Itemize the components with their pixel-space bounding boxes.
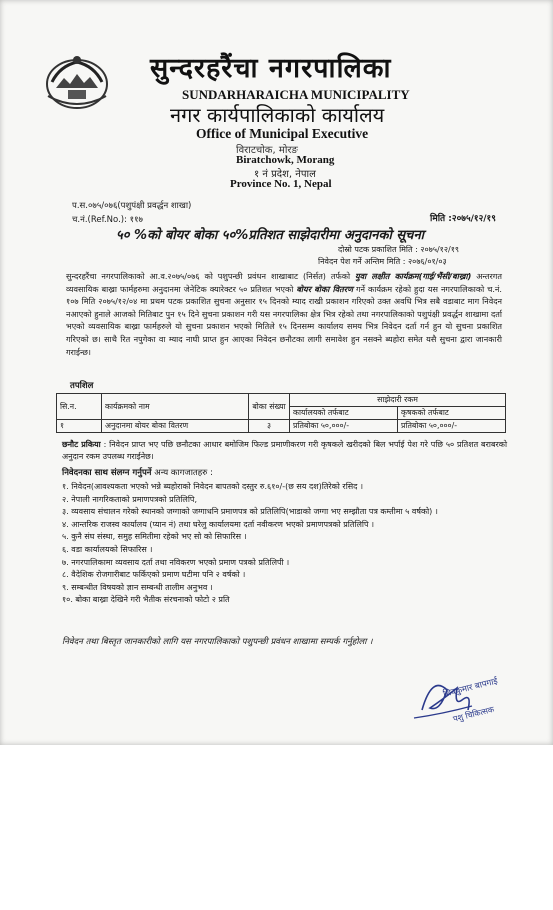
list-item: ६. वडा कार्यालयको सिफारिस ।: [62, 544, 153, 554]
address-english: Biratchowk, Morang: [236, 154, 335, 166]
table-heading: तपशिल: [70, 381, 94, 391]
documents-heading-rest: अन्य कागजातहरु :: [151, 468, 213, 478]
list-item: ३. व्यवसाय संचालन गरेको स्थानको जग्गाको जग्गाधनि प्रमाणपत्र को प्रतिलिपि(भाडाको जग्गा भए सम्झौता पत्र कम्तीमा ५ वर्षको) ।: [62, 507, 438, 517]
published-date: दोस्रो पटक प्रकाशित मिति : २०७५/१२/१९: [338, 245, 460, 254]
header-sn: सि.न.: [57, 394, 102, 420]
body-highlight-distribution: बोयर बोका वितरण: [296, 283, 353, 294]
office-name-english: Office of Municipal Executive: [196, 126, 369, 141]
documents-list: [62, 481, 510, 607]
municipality-name-english: SUNDARHARAICHA MUNICIPALITY: [182, 87, 410, 102]
blank-area: [0, 745, 553, 910]
cell-office-share: प्रतिबोका ५०,०००/-: [290, 420, 398, 433]
body-highlight-program: युवा लक्षीत कार्यक्रम(गाई/भैंसी/बाख्रा): [354, 271, 472, 281]
letter-number: प.स.०७५/०७६(पशुपंक्षी प्रवर्द्धन शाखा): [72, 201, 192, 211]
header-partnership: साझेदारी रकम: [290, 394, 506, 407]
list-item: ८. वैदेशिक रोजगारीबाट फर्किएको प्रमाण घटीमा पनि २ वर्षको ।: [62, 570, 246, 580]
list-item: ५. कुनै संघ संस्था, समुह समितीमा रहेको भए सो को सिफारिस ।: [62, 532, 247, 542]
documents-heading-main: निवेदनका साथ संलग्न गर्नुपर्ने: [62, 468, 152, 478]
cell-farmer-share: प्रतिबोका ५०,०००/-: [398, 420, 506, 433]
cell-sn: १: [57, 420, 102, 433]
list-item: ४. आन्तरिक राजस्व कार्यालय (प्यान नं) तथा घरेलु कार्यालयमा दर्ता नवीकरण भएको प्रमाणपत्रको प्रतिलिपि ।: [62, 519, 375, 529]
header-office-share: कार्यालयको तर्फबाट: [290, 407, 398, 420]
table-header-row: [57, 394, 506, 407]
dispatch-number: च.नं.(Ref.No.): ११७: [72, 215, 143, 225]
notice-title: ५० %को बोयर बोका ५०%प्रतिशत साझेदारीमा अनुदानको सूचना: [116, 228, 425, 243]
procedure-label: छनौट प्रकिया: [62, 440, 101, 449]
municipality-name-nepali: सुन्दरहरैंचा नगरपालिका: [150, 53, 392, 84]
body-part-2: अन्तरगत व्यवसायिक बाख्रा फार्महरुमा अनुदानमा जेनेटिक क्यारेक्टर ५० प्रतिशत भएको: [66, 271, 502, 294]
body-part-1: सुन्दरहरैंचा नगरपालिकाको आ.व.२०७५/०७६ को पशुपन्छी प्रवंधन शाखाबाट (निर्सत) तर्फको: [66, 271, 351, 281]
header-program: कार्यक्रमको नाम: [102, 394, 249, 420]
header-goat-count: बोका संख्या: [249, 394, 290, 420]
signatory-role: पशु चिकित्सक: [452, 704, 495, 724]
list-item: १०. बोका बाख्रा देखिने गरी भैतीक संरचनाको फोटो २ प्रति: [62, 595, 230, 605]
cell-count: ३: [249, 420, 290, 433]
cell-program: अनुदानमा बोयर बोका वितरण: [102, 420, 249, 433]
province-nepali: १ नं प्रदेश, नेपाल: [254, 169, 316, 180]
signature-scribble-icon: [402, 670, 532, 740]
header-farmer-share: कृषकको तर्फबाट: [398, 407, 506, 420]
documents-heading: [62, 467, 213, 478]
letter-date: मिति :२०७५/१२/१९: [430, 214, 496, 224]
closing-note: निवेदन तथा बिस्तृत जानकारीको लागि यस नगरपालिकाको पशुपन्छी प्रवंधन शाखामा सम्पर्क गर्नुहोला ।: [62, 637, 373, 647]
list-item: २. नेपाली नागरिकताको प्रमाणपत्रको प्रतिलिपि,: [62, 494, 197, 504]
selection-procedure: [62, 439, 507, 462]
address-nepali: विराटचोक, मोरङ: [236, 145, 298, 156]
list-item: १. निवेदन(आवश्यकता भएको भन्ने ब्यहोराको निवेदन बापतको दस्तुर रु.६१०/-(छ सय दश)तिरेको रसिद ।: [62, 482, 363, 491]
deadline-date: निवेदन पेश गर्ने अन्तिम मिति : २०७६/०१/०३: [318, 257, 447, 266]
province-english: Province No. 1, Nepal: [230, 178, 332, 190]
notice-body: [66, 270, 502, 358]
table-row: [57, 420, 506, 433]
procedure-text: : निवेदन प्राप्त भए पछि छनौटका आधार बमोजिम फिल्ड प्रमाणीकरण गरी कृषकले खरीदको बिल भर्पाई पेश गरे पछि ५० प्रतिशत बराबरको अनुदान रकम उपलब्ध गराईनेछ।: [62, 440, 508, 461]
list-item: ७. नगरपालिकामा व्यवसाय दर्ता तथा नविकरण भएको प्रमाण पत्रको प्रतिलिपी ।: [62, 557, 290, 567]
municipality-emblem-icon: [42, 52, 112, 110]
office-name-nepali: नगर कार्यपालिकाको कार्यालय: [170, 103, 385, 127]
list-item: ९. सम्बन्धीत विषयको ज्ञान सम्बन्धी तालीम अनुभव ।: [62, 582, 213, 592]
details-table: [56, 393, 506, 433]
signatory-name: शिवकुमार बापगाई: [442, 676, 499, 700]
body-part-3: गर्ने कार्यक्रम रहेको हुदा यस नगरपालिकाको च.नं. १०७ मिति २०७५/१२/०४ मा प्रथम पटक प्रकाशित सुचना अनुसार १५ दिनको म्याद राखी प्रकाशन गरिएको उक्त अवधि भित्र सबै वडाबाट माग निवेदन नआएको हुनाले आजको मितिबाट पुन १५ दिने सुचना प्रकाशन गरी यस नगरपालिका क्षेत्र भित्र रहेको तथा नगरपालिकाको पशुपंक्षी प्रवर्द्धन शाखामा दर्ता भएको व्यवसायिक बाख्रा फार्महरुले यो सुचना प्रकाशन भएको मितिले १५ दिनसम्म कार्यालय समय भित्र निवेदन दर्ता गर्न हुन यो सुचना प्रकाशित गरिएको छ। साथै रित नपुगेका वा म्याद नाघी प्राप्त हुन आएका निवेदन छनौटका लागी समावेश हुन नसक्ने ब्यहोरा समेत यसै सुचना द्वारा जानकारी गराईन्छ।: [66, 283, 502, 357]
